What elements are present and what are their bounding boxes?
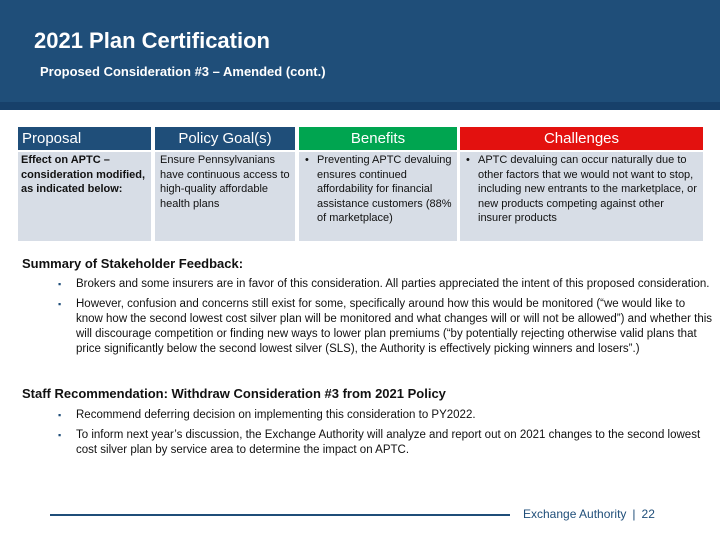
header-bottom-band	[0, 102, 720, 110]
slide-subtitle: Proposed Consideration #3 – Amended (cont.)	[40, 64, 326, 79]
benefit-item: • Preventing APTC devaluing ensures continued affordability for financial assistance customers (88% of marketplace)	[303, 153, 455, 226]
slide-title: 2021 Plan Certification	[34, 28, 270, 53]
cell-policy-goals: Ensure Pennsylvanians have continuous access to high-quality affordable health plans	[155, 152, 295, 241]
cell-proposal: Effect on APTC – consideration modified, as indicated below:	[18, 152, 151, 241]
recommendation-item: ▪ Recommend deferring decision on implementing this consideration to PY2022.	[58, 408, 714, 423]
header-proposal: Proposal	[18, 127, 151, 150]
recommendation-item: ▪ To inform next year’s discussion, the Exchange Authority will analyze and report out on 2021 changes to the second lowest cost silver plan by service area to determine the impact on APTC.	[58, 428, 714, 458]
cell-benefits	[299, 152, 457, 241]
page-number: 22	[641, 507, 655, 521]
header-policy-goals: Policy Goal(s)	[155, 127, 295, 150]
footer-divider	[50, 514, 510, 516]
header-benefits: Benefits	[299, 127, 457, 150]
header-banner	[0, 0, 720, 110]
cell-challenges	[460, 152, 703, 241]
header-challenges: Challenges	[460, 127, 703, 150]
footer-org: Exchange Authority	[523, 507, 627, 521]
footer	[523, 507, 655, 521]
footer-separator: |	[632, 507, 636, 521]
feedback-item: ▪ However, confusion and concerns still exist for some, specifically around how this would be monitored (“we would like to know how the second lowest cost silver plan will be monitored and what changes will or will not be allowed”) and whether this will discourage competition or finding new ways to lower plan premiums (“by potentially rejecting otherwise valid plans that price significantly below the second lowest silver (SLS), the Authority is effectively picking winners and losers”.)	[58, 297, 714, 357]
feedback-list	[58, 277, 714, 362]
challenge-item: • APTC devaluing can occur naturally due to other factors that we would not want to stop, including new entrants to the marketplace, or new products competing against other insurer products	[464, 153, 699, 226]
feedback-item: ▪ Brokers and some insurers are in favor of this consideration. All parties appreciated the intent of this proposed consideration.	[58, 277, 714, 292]
recommendation-list	[58, 408, 714, 463]
recommendation-title: Staff Recommendation: Withdraw Consideration #3 from 2021 Policy	[22, 386, 446, 401]
feedback-title: Summary of Stakeholder Feedback:	[22, 256, 244, 271]
